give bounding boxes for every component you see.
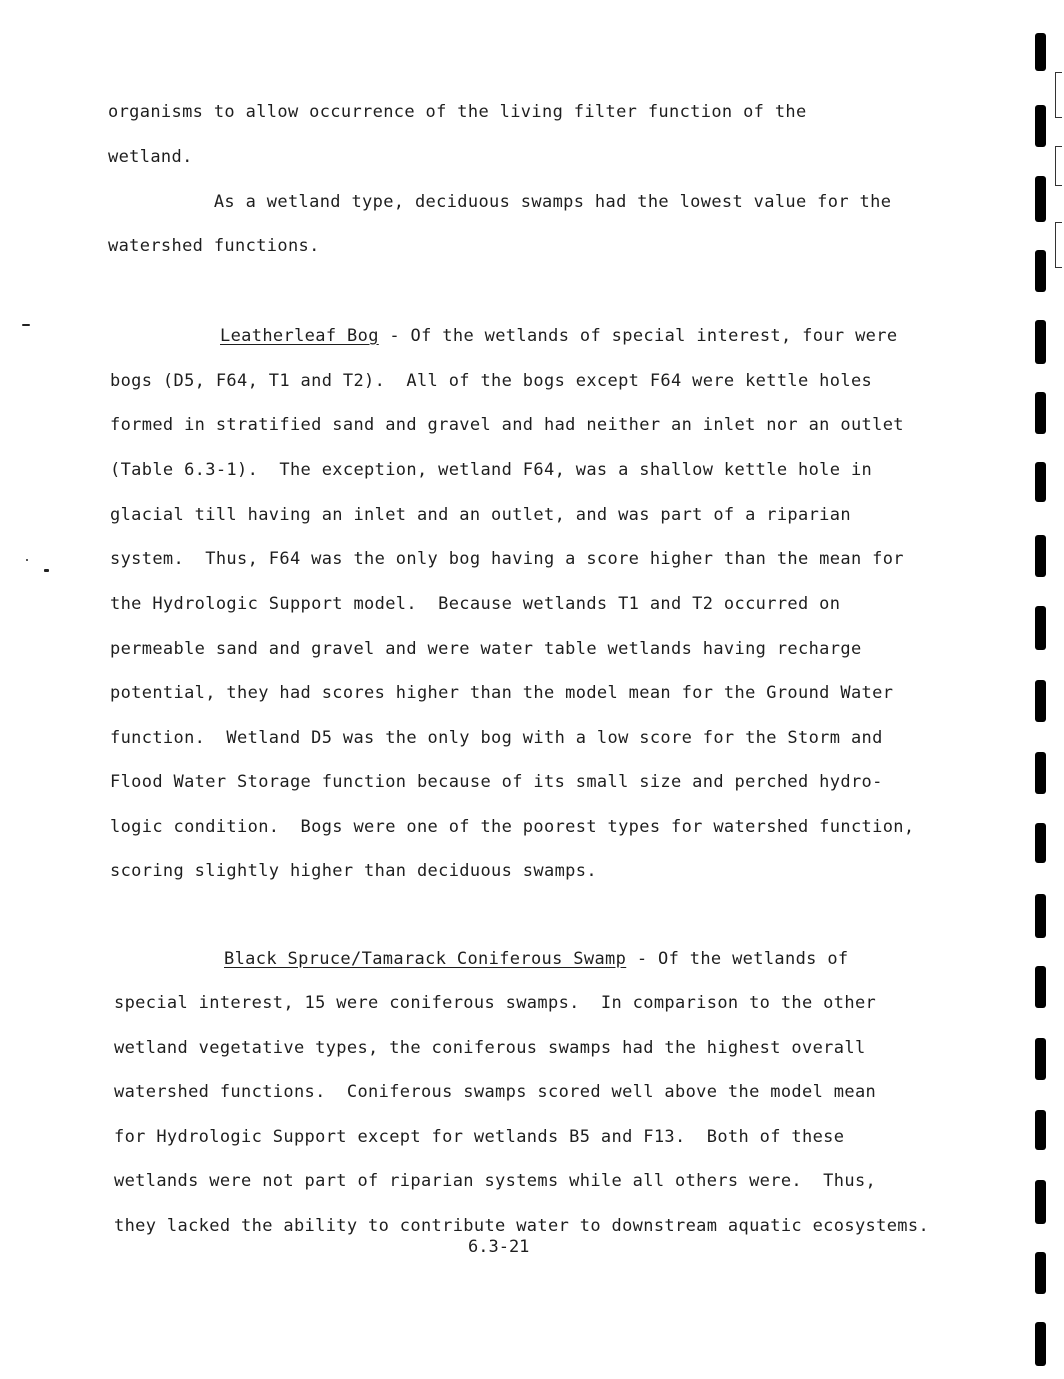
binding-mark	[1035, 176, 1046, 222]
binding-mark	[1035, 1180, 1046, 1224]
scan-speck	[26, 559, 28, 561]
binding-mark	[1035, 462, 1046, 502]
text-line: system. Thus, F64 was the only bog having a score higher than the mean for	[110, 549, 904, 569]
page-number: 6.3-21	[468, 1237, 530, 1257]
text-line: the Hydrologic Support model. Because wetlands T1 and T2 occurred on	[110, 594, 841, 614]
text-line: potential, they had scores higher than the model mean for the Ground Water	[110, 683, 894, 703]
binding-mark	[1035, 1252, 1046, 1294]
text-line: wetland.	[108, 147, 193, 167]
text-line: logic condition. Bogs were one of the poorest types for watershed function,	[110, 817, 915, 837]
text-line: As a wetland type, deciduous swamps had the lowest value for the	[108, 192, 892, 212]
binding-mark	[1035, 1322, 1046, 1366]
scan-speck	[44, 569, 49, 572]
binding-mark	[1035, 320, 1046, 364]
text-fragment: - Of the wetlands of special interest, four were	[378, 326, 898, 346]
binding-mark	[1035, 823, 1046, 863]
section-heading-line	[224, 949, 849, 969]
text-line: permeable sand and gravel and were water table wetlands having recharge	[110, 639, 862, 659]
binding-mark	[1035, 606, 1046, 650]
section-heading: Leatherleaf Bog	[220, 326, 379, 346]
text-line: watershed functions.	[108, 236, 320, 256]
binding-mark	[1035, 966, 1046, 1008]
binding-bracket	[1055, 222, 1062, 268]
binding-mark	[1035, 33, 1046, 71]
binding-mark	[1035, 1038, 1046, 1080]
text-line: function. Wetland D5 was the only bog with a low score for the Storm and	[110, 728, 883, 748]
text-line: Flood Water Storage function because of its small size and perched hydro-	[110, 772, 883, 792]
text-line: wetlands were not part of riparian systems while all others were. Thus,	[114, 1171, 877, 1191]
text-line: for Hydrologic Support except for wetlands B5 and F13. Both of these	[114, 1127, 845, 1147]
text-line: organisms to allow occurrence of the living filter function of the	[108, 102, 807, 122]
text-line: formed in stratified sand and gravel and had neither an inlet nor an outlet	[110, 415, 904, 435]
binding-mark	[1035, 250, 1046, 292]
text-line: watershed functions. Coniferous swamps scored well above the model mean	[114, 1082, 877, 1102]
text-line: wetland vegetative types, the coniferous swamps had the highest overall	[114, 1038, 866, 1058]
binding-bracket	[1055, 146, 1062, 186]
binding-mark	[1035, 105, 1046, 147]
scan-speck	[22, 324, 30, 326]
text-line: special interest, 15 were coniferous swamps. In comparison to the other	[114, 993, 877, 1013]
text-fragment: - Of the wetlands of	[626, 949, 849, 969]
text-line: (Table 6.3-1). The exception, wetland F64, was a shallow kettle hole in	[110, 460, 873, 480]
binding-mark	[1035, 894, 1046, 938]
binding-mark	[1035, 1110, 1046, 1150]
binding-bracket	[1055, 72, 1062, 118]
binding-mark	[1035, 752, 1046, 794]
text-line: they lacked the ability to contribute water to downstream aquatic ecosystems.	[114, 1216, 930, 1236]
text-line: glacial till having an inlet and an outlet, and was part of a riparian	[110, 505, 851, 525]
section-heading: Black Spruce/Tamarack Coniferous Swamp	[224, 949, 627, 969]
text-line: scoring slightly higher than deciduous swamps.	[110, 861, 597, 881]
binding-mark	[1035, 680, 1046, 722]
section-heading-line	[220, 326, 897, 346]
binding-mark	[1035, 535, 1046, 577]
text-line: bogs (D5, F64, T1 and T2). All of the bogs except F64 were kettle holes	[110, 371, 873, 391]
binding-mark	[1035, 392, 1046, 434]
